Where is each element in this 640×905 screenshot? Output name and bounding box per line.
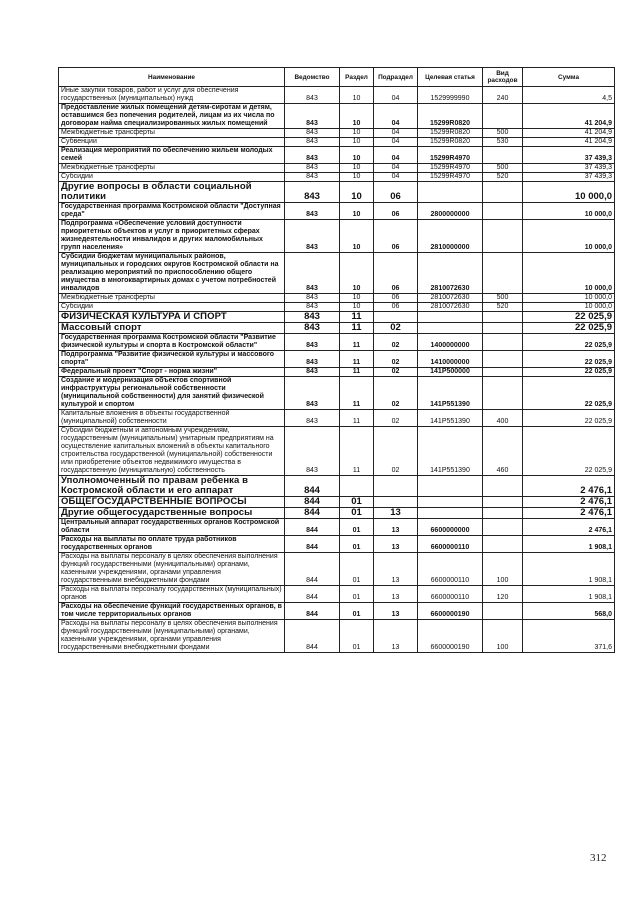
row-sum: 1 908,1 [523, 586, 615, 603]
row-sum: 22 025,9 [523, 351, 615, 368]
row-name: Расходы на выплаты персоналу государственных (муниципальных) органов [59, 586, 285, 603]
table-row [59, 536, 615, 553]
row-article: 6600000110 [418, 536, 483, 553]
row-article [418, 497, 483, 508]
row-dept: 843 [285, 368, 340, 377]
row-article: 1529999990 [418, 87, 483, 104]
row-dept: 843 [285, 203, 340, 220]
row-name: Субсидии бюджетным и автономным учреждениям, государственным (муниципальным) унитарным предприятиям на осуществление капитальных вложений в объекты капитального строительства государственной (муниципальной) собственности или приобретение объектов недвижимого имущества в государственную (муниципальную) собственность [59, 427, 285, 476]
row-type [483, 147, 523, 164]
row-article: 141P551390 [418, 410, 483, 427]
row-type [483, 253, 523, 294]
table-row [59, 497, 615, 508]
row-article: 1410000000 [418, 351, 483, 368]
row-sum: 10 000,0 [523, 303, 615, 312]
row-sum: 568,0 [523, 603, 615, 620]
row-type [483, 104, 523, 129]
row-section: 01 [340, 519, 374, 536]
row-name: Создание и модернизация объектов спортивной инфраструктуры региональной собственности (муниципальной собственности) для занятий физической культурой и спортом [59, 377, 285, 410]
table-row [59, 164, 615, 173]
row-dept: 843 [285, 303, 340, 312]
row-subsection: 06 [374, 294, 418, 303]
row-dept: 843 [285, 351, 340, 368]
row-sum: 2 476,1 [523, 519, 615, 536]
row-type [483, 351, 523, 368]
row-name: ФИЗИЧЕСКАЯ КУЛЬТУРА И СПОРТ [59, 312, 285, 323]
row-article: 15299R0820 [418, 104, 483, 129]
table-row [59, 203, 615, 220]
row-type: 240 [483, 87, 523, 104]
row-article: 6600000190 [418, 603, 483, 620]
header-type: Вид расходов [483, 68, 523, 87]
row-dept: 843 [285, 427, 340, 476]
row-dept: 843 [285, 334, 340, 351]
row-type [483, 312, 523, 323]
budget-table [58, 67, 615, 653]
table-row [59, 427, 615, 476]
row-subsection: 13 [374, 620, 418, 653]
row-dept: 843 [285, 410, 340, 427]
row-subsection [374, 497, 418, 508]
row-section: 10 [340, 138, 374, 147]
row-section: 11 [340, 312, 374, 323]
row-section: 11 [340, 427, 374, 476]
table-row [59, 147, 615, 164]
table-row [59, 87, 615, 104]
row-type [483, 377, 523, 410]
row-subsection: 04 [374, 173, 418, 182]
row-section: 10 [340, 182, 374, 203]
row-name: Капитальные вложения в объекты государственной (муниципальной) собственности [59, 410, 285, 427]
row-sum: 371,6 [523, 620, 615, 653]
header-dept: Ведомство [285, 68, 340, 87]
row-name: ОБЩЕГОСУДАРСТВЕННЫЕ ВОПРОСЫ [59, 497, 285, 508]
row-article [418, 508, 483, 519]
row-name: Расходы на выплаты персоналу в целях обеспечения выполнения функций государственными (муниципальными) органами, казенными учреждениями, органами управления государственными внебюджетными фондами [59, 553, 285, 586]
row-sum: 37 439,3 [523, 147, 615, 164]
row-type [483, 203, 523, 220]
row-subsection: 02 [374, 377, 418, 410]
header-sum: Сумма [523, 68, 615, 87]
row-sum: 41 204,9 [523, 138, 615, 147]
row-dept: 843 [285, 87, 340, 104]
row-name: Федеральный проект "Спорт - норма жизни" [59, 368, 285, 377]
row-section: 11 [340, 410, 374, 427]
table-row [59, 104, 615, 129]
row-article [418, 323, 483, 334]
row-dept: 843 [285, 147, 340, 164]
row-article: 141P551390 [418, 377, 483, 410]
row-section: 01 [340, 586, 374, 603]
row-dept: 844 [285, 497, 340, 508]
row-section: 11 [340, 334, 374, 351]
row-article: 15299R0820 [418, 129, 483, 138]
row-article: 6600000000 [418, 519, 483, 536]
row-sum: 2 476,1 [523, 476, 615, 497]
row-subsection: 04 [374, 164, 418, 173]
row-sum: 2 476,1 [523, 508, 615, 519]
table-row [59, 220, 615, 253]
row-sum: 10 000,0 [523, 182, 615, 203]
row-dept: 843 [285, 323, 340, 334]
row-subsection: 02 [374, 368, 418, 377]
row-section: 11 [340, 323, 374, 334]
row-dept: 843 [285, 312, 340, 323]
row-type [483, 497, 523, 508]
row-type [483, 334, 523, 351]
row-sum: 22 025,9 [523, 312, 615, 323]
row-article: 1400000000 [418, 334, 483, 351]
row-name: Субсидии бюджетам муниципальных районов, муниципальных и городских округов Костромской области на реализацию мероприятий по приспособлению общего имущества в многоквартирных домах с учетом потребностей инвалидов [59, 253, 285, 294]
row-article: 2810072630 [418, 303, 483, 312]
row-section: 10 [340, 203, 374, 220]
row-sum: 22 025,9 [523, 410, 615, 427]
row-section: 10 [340, 303, 374, 312]
row-article: 2800000000 [418, 203, 483, 220]
row-sum: 41 204,9 [523, 104, 615, 129]
row-sum: 10 000,0 [523, 253, 615, 294]
row-sum: 22 025,9 [523, 377, 615, 410]
row-dept: 844 [285, 603, 340, 620]
row-type: 100 [483, 553, 523, 586]
row-subsection: 13 [374, 586, 418, 603]
row-name: Иные закупки товаров, работ и услуг для обеспечения государственных (муниципальных) нужд [59, 87, 285, 104]
row-dept: 844 [285, 553, 340, 586]
row-type [483, 536, 523, 553]
row-section: 01 [340, 497, 374, 508]
row-name: Другие вопросы в области социальной политики [59, 182, 285, 203]
row-sum: 4,5 [523, 87, 615, 104]
row-article: 141P551390 [418, 427, 483, 476]
row-article: 15299R4970 [418, 173, 483, 182]
row-name: Реализация мероприятий по обеспечению жильем молодых семей [59, 147, 285, 164]
table-row [59, 553, 615, 586]
row-section: 10 [340, 87, 374, 104]
row-subsection: 13 [374, 603, 418, 620]
row-section: 10 [340, 129, 374, 138]
row-name: Межбюджетные трансферты [59, 164, 285, 173]
budget-body [59, 87, 615, 653]
row-subsection: 04 [374, 129, 418, 138]
row-dept: 843 [285, 294, 340, 303]
row-subsection [374, 312, 418, 323]
row-subsection: 04 [374, 104, 418, 129]
row-dept: 844 [285, 536, 340, 553]
row-section: 10 [340, 173, 374, 182]
row-type [483, 519, 523, 536]
table-row [59, 519, 615, 536]
row-section: 10 [340, 253, 374, 294]
row-dept: 843 [285, 173, 340, 182]
table-row [59, 368, 615, 377]
row-article: 141P500000 [418, 368, 483, 377]
row-subsection: 04 [374, 87, 418, 104]
header-subsection: Подраздел [374, 68, 418, 87]
row-sum: 1 908,1 [523, 553, 615, 586]
row-section [340, 476, 374, 497]
table-row [59, 294, 615, 303]
table-row [59, 476, 615, 497]
row-dept: 843 [285, 138, 340, 147]
row-name: Подпрограмма «Обеспечение условий доступности приоритетных объектов и услуг в приоритетных сферах жизнедеятельности инвалидов и других маломобильных групп населения» [59, 220, 285, 253]
row-type [483, 368, 523, 377]
row-sum: 22 025,9 [523, 334, 615, 351]
row-type: 530 [483, 138, 523, 147]
row-name: Государственная программа Костромской области "Развитие физической культуры и спорта в Костромской области" [59, 334, 285, 351]
row-name: Субвенции [59, 138, 285, 147]
row-type: 520 [483, 303, 523, 312]
row-subsection: 13 [374, 553, 418, 586]
row-sum: 10 000,0 [523, 203, 615, 220]
row-type [483, 220, 523, 253]
row-name: Государственная программа Костромской области "Доступная среда" [59, 203, 285, 220]
row-subsection: 06 [374, 203, 418, 220]
row-dept: 844 [285, 476, 340, 497]
row-article: 15299R0820 [418, 138, 483, 147]
row-article [418, 476, 483, 497]
row-type: 460 [483, 427, 523, 476]
row-type: 500 [483, 294, 523, 303]
row-section: 10 [340, 294, 374, 303]
table-row [59, 377, 615, 410]
row-subsection: 13 [374, 508, 418, 519]
row-article: 6600000190 [418, 620, 483, 653]
table-row [59, 351, 615, 368]
row-section: 10 [340, 164, 374, 173]
row-sum: 22 025,9 [523, 427, 615, 476]
row-type [483, 508, 523, 519]
row-subsection: 02 [374, 410, 418, 427]
row-subsection: 02 [374, 351, 418, 368]
row-name: Центральный аппарат государственных органов Костромской области [59, 519, 285, 536]
row-subsection: 06 [374, 220, 418, 253]
row-name: Расходы на выплаты персоналу в целях обеспечения выполнения функций государственными (муниципальными) органами, казенными учреждениями, органами управления государственными внебюджетными фондами [59, 620, 285, 653]
table-row [59, 620, 615, 653]
row-sum: 22 025,9 [523, 323, 615, 334]
header-article: Целевая статья [418, 68, 483, 87]
header-row [59, 68, 615, 87]
row-sum: 2 476,1 [523, 497, 615, 508]
table-row [59, 182, 615, 203]
row-subsection: 06 [374, 253, 418, 294]
row-name: Субсидии [59, 173, 285, 182]
table-row [59, 603, 615, 620]
table-row [59, 312, 615, 323]
row-section: 01 [340, 536, 374, 553]
row-sum: 37 439,3 [523, 164, 615, 173]
row-section: 11 [340, 368, 374, 377]
row-dept: 843 [285, 220, 340, 253]
row-article: 15299R4970 [418, 147, 483, 164]
row-sum: 22 025,9 [523, 368, 615, 377]
row-section: 01 [340, 553, 374, 586]
row-name: Уполномоченный по правам ребенка в Костромской области и его аппарат [59, 476, 285, 497]
row-dept: 843 [285, 253, 340, 294]
row-section: 01 [340, 508, 374, 519]
row-article: 2810072630 [418, 253, 483, 294]
row-type: 520 [483, 173, 523, 182]
row-subsection: 13 [374, 519, 418, 536]
row-name: Массовый спорт [59, 323, 285, 334]
row-section: 10 [340, 220, 374, 253]
row-section: 01 [340, 620, 374, 653]
row-name: Предоставление жилых помещений детям-сиротам и детям, оставшимся без попечения родителей, лицам из их числа по договорам найма специализированных жилых помещений [59, 104, 285, 129]
row-subsection: 04 [374, 147, 418, 164]
row-subsection: 13 [374, 536, 418, 553]
row-name: Межбюджетные трансферты [59, 129, 285, 138]
row-type: 100 [483, 620, 523, 653]
row-sum: 37 439,3 [523, 173, 615, 182]
row-dept: 844 [285, 586, 340, 603]
row-section: 01 [340, 603, 374, 620]
row-dept: 843 [285, 377, 340, 410]
row-section: 11 [340, 351, 374, 368]
row-subsection: 02 [374, 323, 418, 334]
row-sum: 10 000,0 [523, 220, 615, 253]
header-section: Раздел [340, 68, 374, 87]
table-row [59, 334, 615, 351]
row-section: 10 [340, 147, 374, 164]
row-dept: 843 [285, 164, 340, 173]
row-dept: 843 [285, 104, 340, 129]
row-subsection: 06 [374, 303, 418, 312]
row-sum: 1 908,1 [523, 536, 615, 553]
row-dept: 844 [285, 508, 340, 519]
table-row [59, 138, 615, 147]
row-article: 15299R4970 [418, 164, 483, 173]
row-dept: 844 [285, 519, 340, 536]
row-subsection: 06 [374, 182, 418, 203]
table-row [59, 586, 615, 603]
row-subsection: 04 [374, 138, 418, 147]
row-subsection: 02 [374, 427, 418, 476]
row-dept: 843 [285, 182, 340, 203]
row-subsection [374, 476, 418, 497]
row-subsection: 02 [374, 334, 418, 351]
row-sum: 10 000,0 [523, 294, 615, 303]
table-row [59, 323, 615, 334]
row-name: Расходы на выплаты по оплате труда работников государственных органов [59, 536, 285, 553]
row-type [483, 476, 523, 497]
row-sum: 41 204,9 [523, 129, 615, 138]
row-dept: 844 [285, 620, 340, 653]
page-number: 312 [590, 852, 607, 864]
table-row [59, 253, 615, 294]
row-name: Субсидии [59, 303, 285, 312]
row-type [483, 603, 523, 620]
row-type: 500 [483, 164, 523, 173]
row-article [418, 312, 483, 323]
table-row [59, 508, 615, 519]
row-type [483, 182, 523, 203]
row-name: Другие общегосударственные вопросы [59, 508, 285, 519]
row-article [418, 182, 483, 203]
row-article: 2810000000 [418, 220, 483, 253]
row-article: 2810072630 [418, 294, 483, 303]
row-type: 500 [483, 129, 523, 138]
header-name: Наименование [59, 68, 285, 87]
row-type: 400 [483, 410, 523, 427]
row-article: 6600000110 [418, 586, 483, 603]
row-name: Расходы на обеспечение функций государственных органов, в том числе территориальных органов [59, 603, 285, 620]
row-section: 11 [340, 377, 374, 410]
row-article: 6600000110 [418, 553, 483, 586]
row-name: Межбюджетные трансферты [59, 294, 285, 303]
row-dept: 843 [285, 129, 340, 138]
row-type [483, 323, 523, 334]
table-row [59, 410, 615, 427]
budget-sheet [58, 67, 614, 653]
row-type: 120 [483, 586, 523, 603]
row-name: Подпрограмма "Развитие физической культуры и массового спорта" [59, 351, 285, 368]
row-section: 10 [340, 104, 374, 129]
table-row [59, 129, 615, 138]
